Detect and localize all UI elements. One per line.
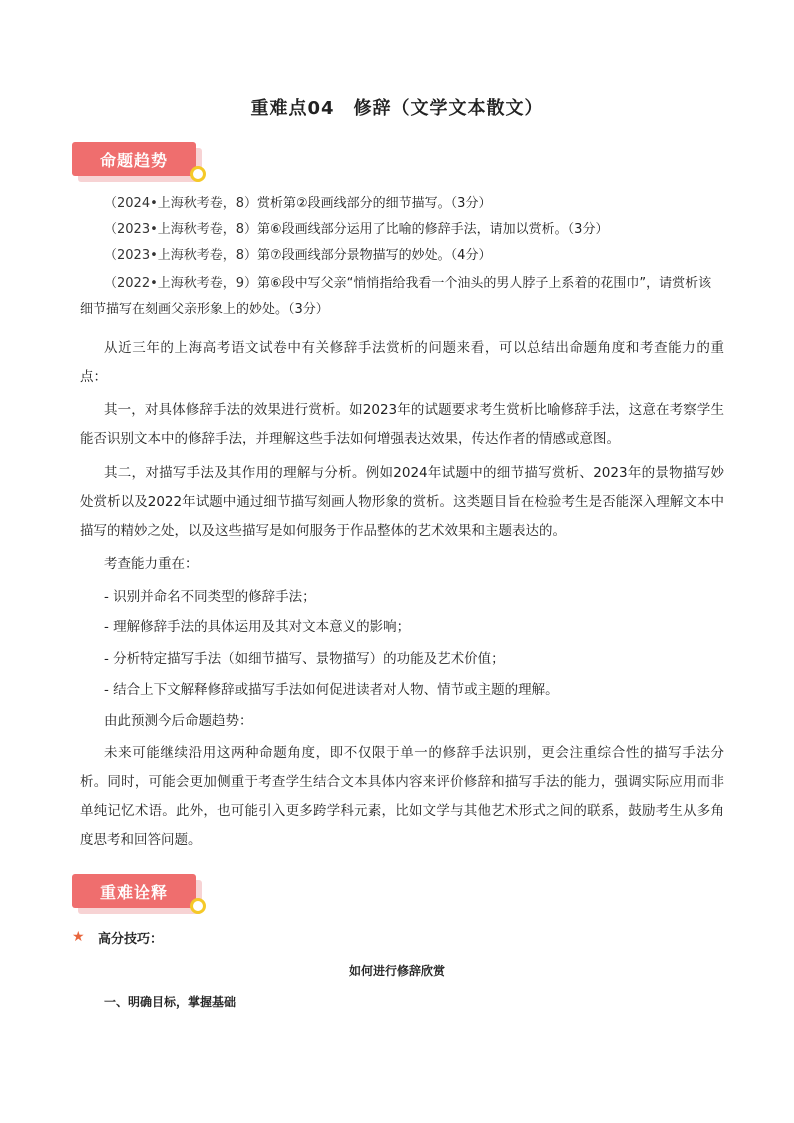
paragraph: 其二，对描写手法及其作用的理解与分析。例如2024年试题中的细节描写赏析、2023年的景物描写妙处赏析以及2022年试题中通过细节描写刻画人物形象的赏析。这类题目旨在检验考生是否能深入理解文本中描写的精妙之处，以及这些描写是如何服务于作品整体的艺术效果和主题表达的。 [80, 465, 724, 539]
section-badge-trend [72, 142, 212, 190]
ring-icon [190, 898, 206, 914]
forecast-intro: 由此预测今后命题趋势： [104, 713, 253, 729]
exam-item: （2022•上海秋考卷，9）第⑥段中写父亲“悄悄指给我看一个油头的男人脖子上系着的花围巾”，请赏析该细节描写在刻画父亲形象上的妙处。（3分） [80, 276, 712, 317]
exam-item: （2023•上海秋考卷，8）第⑥段画线部分运用了比喻的修辞手法，请加以赏析。（3分） [104, 222, 609, 237]
star-icon: ★ [72, 929, 85, 945]
badge-label: 命题趋势 [72, 142, 196, 176]
subsection-heading: 一、明确目标，掌握基础 [104, 995, 237, 1009]
page-title: 重难点04 修辞（文学文本散文） [250, 98, 544, 119]
tips-heading: 高分技巧： [98, 932, 164, 947]
section-badge-explain [72, 874, 212, 922]
forecast-paragraph: 未来可能继续沿用这两种命题角度，即不仅限于单一的修辞手法识别，更会注重综合性的描写手法分析。同时，可能会更加侧重于考查学生结合文本具体内容来评价修辞和描写手法的能力，强调实际应用而非单纯记忆术语。此外，也可能引入更多跨学科元素，比如文学与其他艺术形式之间的联系，鼓励考生从多角度思考和回答问题。 [80, 745, 724, 848]
list-item: - 分析特定描写手法（如细节描写、景物描写）的功能及艺术价值； [104, 651, 505, 667]
subsection-title: 如何进行修辞欣赏 [348, 964, 445, 978]
paragraph: 从近三年的上海高考语文试卷中有关修辞手法赏析的问题来看，可以总结出命题角度和考查能力的重点： [80, 340, 724, 385]
ring-icon [190, 166, 206, 182]
list-item: - 结合上下文解释修辞或描写手法如何促进读者对人物、情节或主题的理解。 [104, 682, 559, 698]
badge-label: 重难诠释 [72, 874, 196, 908]
exam-item: （2024•上海秋考卷，8）赏析第②段画线部分的细节描写。（3分） [104, 196, 492, 211]
paragraph: 其一，对具体修辞手法的效果进行赏析。如2023年的试题要求考生赏析比喻修辞手法，这意在考察学生能否识别文本中的修辞手法，并理解这些手法如何增强表达效果，传达作者的情感或意图。 [80, 402, 724, 447]
paragraph: 考查能力重在： [104, 556, 199, 572]
exam-item: （2023•上海秋考卷，8）第⑦段画线部分景物描写的妙处。（4分） [104, 248, 492, 263]
list-item: - 识别并命名不同类型的修辞手法； [104, 589, 316, 605]
list-item: - 理解修辞手法的具体运用及其对文本意义的影响； [104, 619, 411, 635]
